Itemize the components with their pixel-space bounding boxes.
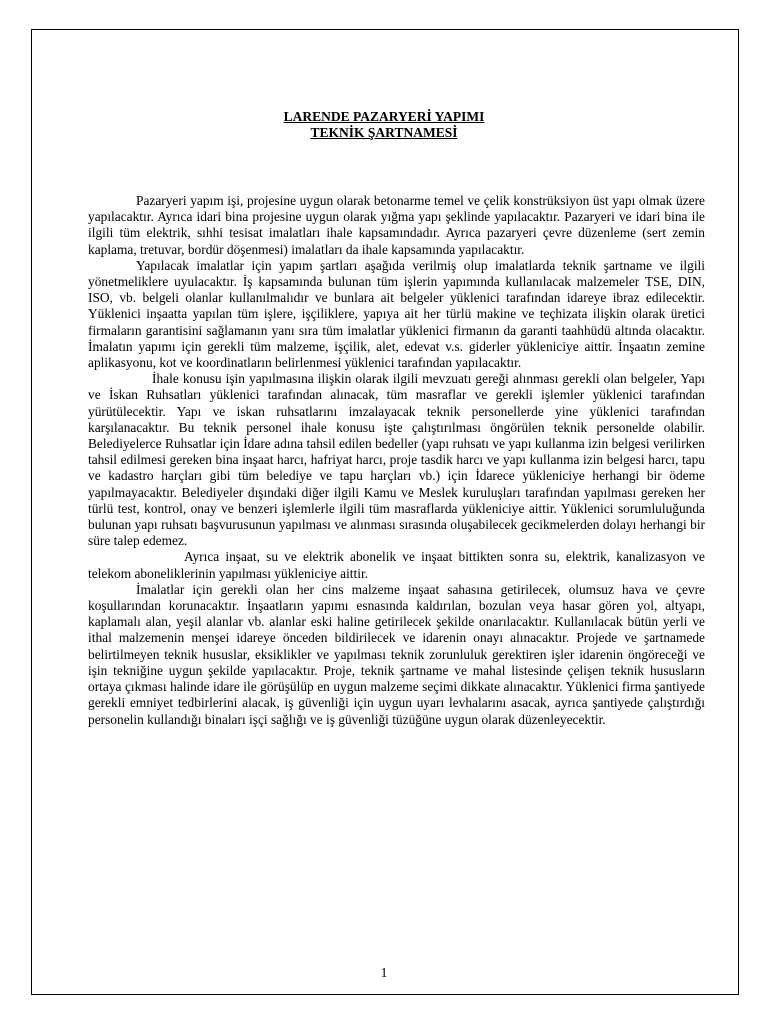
paragraph: Pazaryeri yapım işi, projesine uygun olarak betonarme temel ve çelik konstrüksiyon üst yapı olmak üzere yapılacaktır. Ayrıca idari bina projesine uygun olarak yığma yapı şeklinde yapılacaktır. Pazaryeri ve idari bina ile ilgili tüm elektrik, sıhhi tesisat imalatları ihale kapsamındadır. Ayrıca pazaryeri çevre düzenleme (sert zemin kaplama, tretuvar, bordür döşenmesi) imalatları da ihale kapsamında yapılacaktır.: [88, 193, 705, 257]
paragraph: İmalatlar için gerekli olan her cins malzeme inşaat sahasına getirilecek, olumsuz hava ve çevre koşullarından korunacaktır. İnşaatların yapımı esnasında kaldırılan, bozulan veya hasar gören yol, altyapı, kaplamalı alan, yeşil alanlar vb. alanlar eski haline getirilecek şekilde onarılacaktır. Kullanılacak bütün yerli ve ithal malzemenin menşei idareye önceden bildirilecek ve idarenin onayı alınacaktır. Projede ve şartnamede belirtilmeyen teknik hususlar, eksiklikler ve yapılması teknik zorunluluk gerektiren işler idarenin öngöreceği ve işin tekniğine uygun şekilde yapılacaktır. Proje, teknik şartname ve mahal listesinde çelişen teknik hususların ortaya çıkması halinde idare ile görüşülüp en uygun malzeme seçimi dikkate alınacaktır. Yüklenici firma şantiyede gerekli emniyet tedbirlerini alacak, iş güvenliği için uygun uyarı levhalarını asacak, ayrıca şantiyede çalıştırdığı personelin kullandığı binaları işçi sağlığı ve iş güvenliği tüzüğüne uygun olarak düzenleyecektir.: [88, 581, 705, 727]
document-body: [88, 193, 705, 728]
title-line-2: TEKNİK ŞARTNAMESİ: [310, 125, 458, 140]
paragraph: Yapılacak imalatlar için yapım şartları aşağıda verilmiş olup imalatlarda teknik şartname ve ilgili yönetmeliklere uyulacaktır. İş kapsamında bulunan tüm işlerin yapımında kullanılacak malzemeler TSE, DIN, ISO, vb. belgeli olanlar kullanılmalıdır ve bunlara ait belgeler yüklenici tarafından idareye ibraz edilecektir. Yüklenici inşaatta yapılan tüm işlere, işçiliklere, yapıya ait her türlü makine ve teçhizata ilişkin olarak üretici firmaların garantisini sağlamanın yanı sıra tüm imalatlar yüklenici firmanın da garanti taahhüdü altında olacaktır. İmalatın yapımı için gerekli tüm malzeme, işçilik, alet, edevat v.s. giderler yükleniciye aittir. İnşaatın zemine aplikasyonu, kot ve koordinatların belirlenmesi yüklenici tarafından yapılacaktır.: [88, 257, 705, 371]
paragraph: İhale konusu işin yapılmasına ilişkin olarak ilgili mevzuatı gereği alınması gerekli olan belgeler, Yapı ve İskan Ruhsatları yüklenici tarafından alınacak, tüm masraflar ve gerekli işlemler yüklenici tarafından yürütülecektir. Yapı ve iskan ruhsatlarını imzalayacak teknik personellerde yine yüklenici tarafından karşılanacaktır. Bu teknik personel ihale konusu işte çalıştırılması öngörülen teknik personelde olabilir. Belediyelerce Ruhsatlar için İdare adına tahsil edilen bedeller (yapı ruhsatı ve yapı kullanma izin belgesi verilirken tahsil edilmesi gereken bina inşaat harcı, hafriyat harcı, proje tasdik harcı ve yapı kullanma izin belgesi harcı, tapu ve kadastro harçları gibi tüm belediye ve tapu harçları vb.) için İdarece yükleniciye herhangi bir ödeme yapılmayacaktır. Belediyeler dışındaki diğer ilgili Kamu ve Meslek kuruluşları tarafından yapılması gereken her türlü test, kontrol, onay ve benzeri işlemlerle ilgili tüm masraflarda yükleniciye aittir. Yüklenici sorumluluğunda bulunan yapı ruhsatı başvurusunun yapılması ve alınması sırasında oluşabilecek gecikmelerden dolayı herhangi bir süre talep edemez.: [88, 371, 705, 549]
page-number: 1: [380, 965, 388, 980]
document-title: [0, 109, 768, 141]
paragraph: Ayrıca inşaat, su ve elektrik abonelik ve inşaat bittikten sonra su, elektrik, kanalizasyon ve telekom aboneliklerinin yapılması yükleniciye aittir.: [88, 549, 705, 581]
title-line-1: LARENDE PAZARYERİ YAPIMI: [283, 109, 485, 124]
